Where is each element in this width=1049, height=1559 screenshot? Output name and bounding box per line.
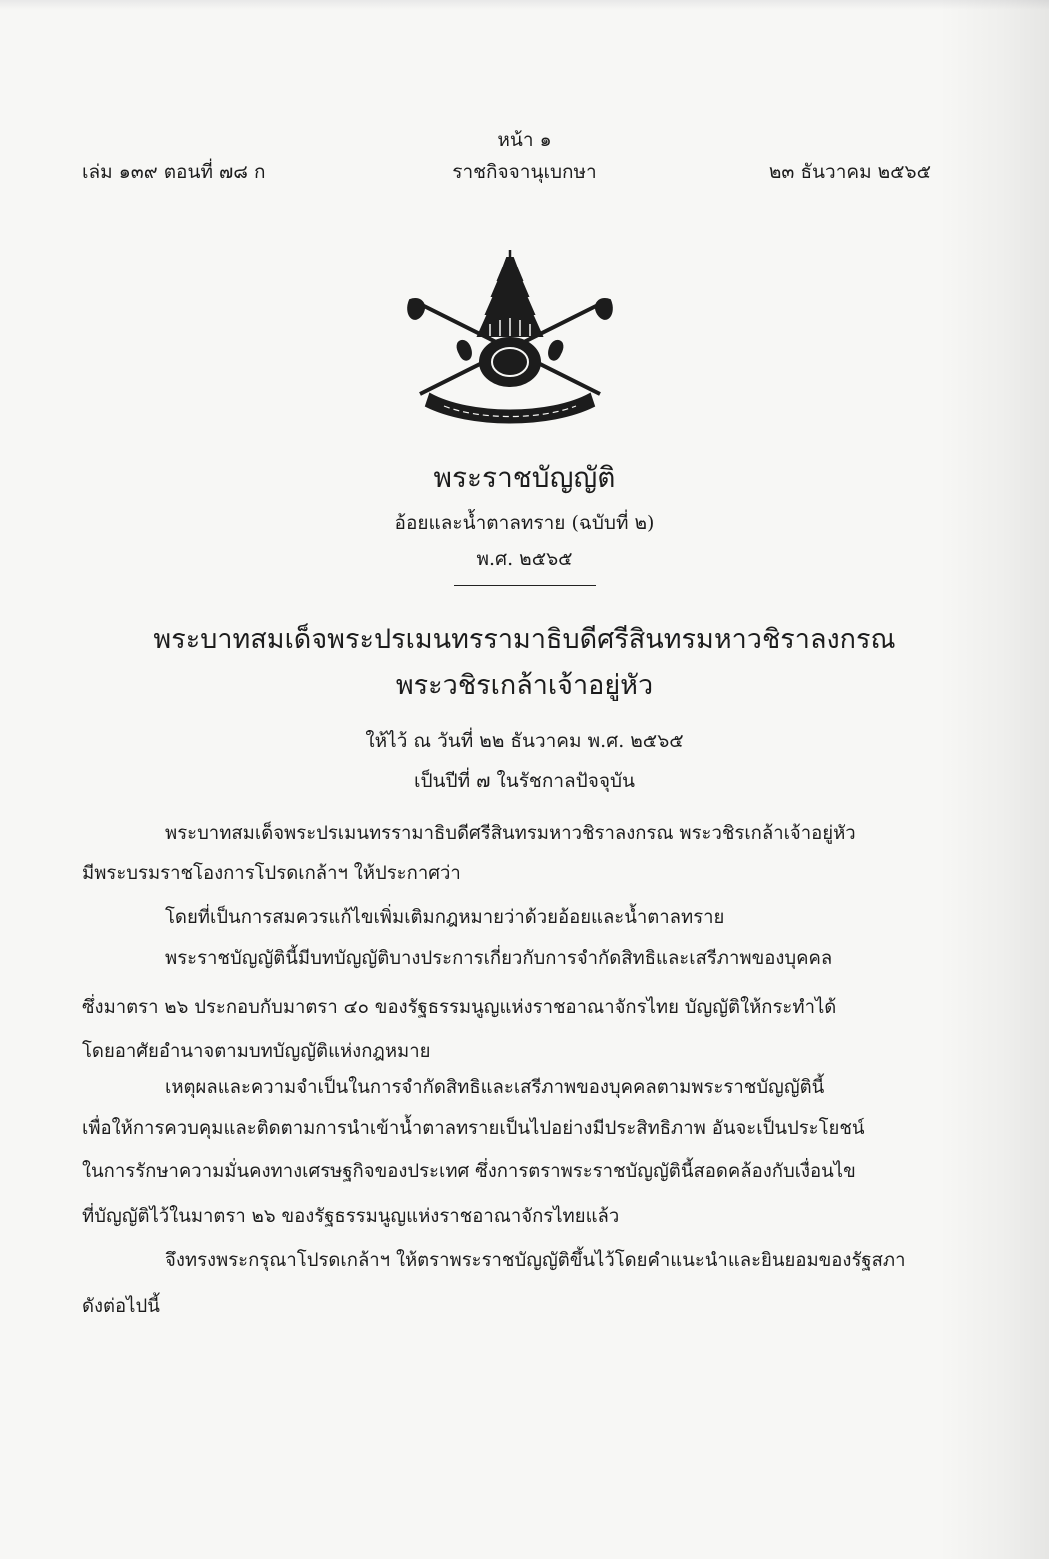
act-subtitle: อ้อยและน้ำตาลทราย (ฉบับที่ ๒)	[394, 512, 655, 534]
gazette-name: ราชกิจจานุเบกษา	[452, 161, 597, 183]
body-line: พระบาทสมเด็จพระปรเมนทรรามาธิบดีศรีสินทรมหาวชิราลงกรณ พระวชิรเกล้าเจ้าอยู่หัว	[165, 823, 856, 844]
act-year: พ.ศ. ๒๕๖๕	[476, 548, 573, 570]
body-line: จึงทรงพระกรุณาโปรดเกล้าฯ ให้ตราพระราชบัญญัติขึ้นไว้โดยคำแนะนำและยินยอมของรัฐสภา	[165, 1250, 906, 1271]
body-line: พระราชบัญญัตินี้มีบทบัญญัติบางประการเกี่ยวกับการจำกัดสิทธิและเสรีภาพของบุคคล	[165, 948, 833, 969]
body-line: ที่บัญญัติไว้ในมาตรา ๒๖ ของรัฐธรรมนูญแห่งราชอาณาจักรไทยแล้ว	[82, 1206, 620, 1227]
paper-edge-top	[0, 0, 1049, 10]
king-name-line-1: พระบาทสมเด็จพระปรเมนทรรามาธิบดีศรีสินทรมหาวชิราลงกรณ	[153, 624, 896, 655]
body-line: มีพระบรมราชโองการโปรดเกล้าฯ ให้ประกาศว่า	[82, 863, 461, 884]
page-number: หน้า ๑	[497, 129, 552, 151]
king-name-line-2: พระวชิรเกล้าเจ้าอยู่หัว	[395, 670, 654, 701]
body-line: โดยอาศัยอำนาจตามบทบัญญัติแห่งกฎหมาย	[82, 1041, 431, 1062]
title-divider	[454, 585, 596, 586]
body-line: ซึ่งมาตรา ๒๖ ประกอบกับมาตรา ๔๐ ของรัฐธรรมนูญแห่งราชอาณาจักรไทย บัญญัติให้กระทำได้	[82, 997, 837, 1018]
gazette-date: ๒๓ ธันวาคม ๒๕๖๕	[768, 161, 931, 183]
act-title: พระราชบัญญัติ	[433, 461, 616, 494]
body-line: โดยที่เป็นการสมควรแก้ไขเพิ่มเติมกฎหมายว่าด้วยอ้อยและน้ำตาลทราย	[165, 907, 725, 928]
body-line: ดังต่อไปนี้	[82, 1296, 160, 1317]
body-line: เพื่อให้การควบคุมและติดตามการนำเข้าน้ำตาลทรายเป็นไปอย่างมีประสิทธิภาพ อันจะเป็นประโยชน์	[82, 1118, 865, 1139]
body-line: เหตุผลและความจำเป็นในการจำกัดสิทธิและเสรีภาพของบุคคลตามพระราชบัญญัตินี้	[165, 1077, 825, 1098]
volume-issue: เล่ม ๑๓๙ ตอนที่ ๗๘ ก	[82, 161, 266, 183]
body-line: ในการรักษาความมั่นคงทางเศรษฐกิจของประเทศ ซึ่งการตราพระราชบัญญัตินี้สอดคล้องกับเงื่อนไข	[82, 1161, 856, 1182]
reign-year: เป็นปีที่ ๗ ในรัชกาลปัจจุบัน	[413, 770, 636, 792]
royal-emblem-icon	[400, 244, 620, 424]
given-date: ให้ไว้ ณ วันที่ ๒๒ ธันวาคม พ.ศ. ๒๕๖๕	[365, 730, 684, 752]
